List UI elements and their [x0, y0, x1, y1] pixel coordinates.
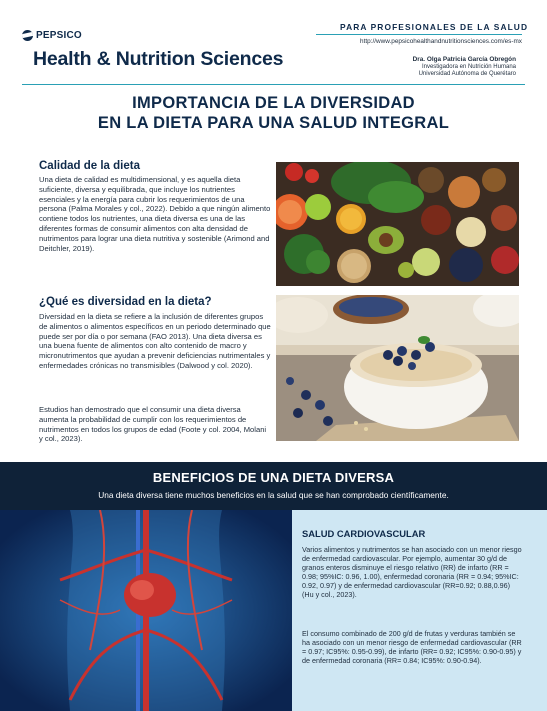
- audience-label: PARA PROFESIONALES DE LA SALUD: [340, 22, 529, 32]
- benefits-banner: [0, 462, 547, 510]
- brand-title: Health & Nutrition Sciences: [33, 48, 284, 70]
- pepsico-globe-icon: [22, 30, 33, 41]
- cardiovascular-heading: SALUD CARDIOVASCULAR: [302, 528, 426, 539]
- pepsico-logo: [22, 30, 82, 41]
- author-role: Investigadora en Nutrición Humana: [421, 64, 516, 70]
- logo-text: PEPSICO: [36, 30, 82, 41]
- oatmeal-photo: [276, 295, 519, 441]
- title-line-2: EN LA DIETA PARA UNA SALUD INTEGRAL: [97, 114, 450, 132]
- food-variety-illustration: [276, 162, 519, 286]
- quality-heading: Calidad de la dieta: [39, 160, 140, 172]
- author-institution: Universidad Autónoma de Querétaro: [418, 71, 516, 77]
- cardiovascular-panel: [292, 510, 547, 711]
- audience-divider: [316, 34, 522, 35]
- author-affiliation: [316, 64, 516, 78]
- oatmeal-illustration: [276, 295, 519, 441]
- header-divider: [22, 84, 525, 85]
- food-variety-photo: [276, 162, 519, 286]
- cardiovascular-illustration: [0, 510, 292, 711]
- diversity-body-2: Estudios han demostrado que el consumir una dieta diversa aumenta la probabilidad de cumplir con los requerimientos de nutrimentos en todos los grupos de edad (Foote y col. 2004, Molani y col., 2023).: [39, 405, 267, 444]
- cardiovascular-body-2: El consumo combinado de 200 g/d de frutas y verduras también se ha asociado con un menor riesgo de enfermedad cardiovascular (RR = 0.97; IC95%: 0.95-0.99), de infarto (RR= 0.92; IC95%: 0.90-0.95) y de enfermedad coronaria (RR= 0.84; IC95%: 0.90-0.94).: [302, 629, 522, 665]
- author-name: Dra. Olga Patricia García Obregón: [412, 56, 516, 63]
- circulatory-system-graphic: [0, 510, 292, 711]
- website-url[interactable]: http://www.pepsicohealthandnutritionsciences.com/es-mx: [360, 38, 522, 45]
- diversity-heading: ¿Qué es diversidad en la dieta?: [39, 296, 212, 308]
- cardiovascular-body: Varios alimentos y nutrimentos se han asociado con un menor riesgo de enfermedad cardiovascular. Por ejemplo, aumentar 30 g/d de granos enteros disminuye el riesgo relativo (RR) de infarto (RR = 0.98; 95%IC: 0.96, 1.00), enfermedad coronaria (RR = 0.94; 95%IC: 0.92, 0.97) y de enfermedad cardiovascular (RR=0.92; 0.88,0.96) (Hu y col., 2023).: [302, 545, 522, 599]
- quality-body: Una dieta de calidad es multidimensional, y es aquella dieta suficiente, diversa y equilibrada, que incluye los nutrientes esenciales y la energía para cubrir los requerimientos de una persona (Palma Morales y col., 2022). Debido a que ningún alimento contiene todos los nutrientes, una dieta diversa es una de las diferentes formas de consumir alimentos con alta densidad de nutrimentos para lograr una dieta nutritiva y sostenible (Arimond and Deitchler, 2019).: [39, 175, 271, 253]
- benefits-title: BENEFICIOS DE UNA DIETA DIVERSA: [152, 470, 395, 485]
- page-title: [0, 93, 547, 133]
- page-header: [0, 0, 547, 84]
- diversity-body: Diversidad en la dieta se refiere a la inclusión de diferentes grupos de alimentos o alimentos específicos en un periodo determinado que puede ser por día o por semana (FAO 2013). Una dieta diversa es una buena fuente de alimentos con alto contenido de macro y micronutrimentos que ayudan a prevenir deficiencias nutrimentales y enfermedades crónicas no transmisibles (Dalwood y col. 2020).: [39, 312, 271, 370]
- title-line-1: IMPORTANCIA DE LA DIVERSIDAD: [132, 94, 415, 112]
- benefits-subtitle: Una dieta diversa tiene muchos beneficios en la salud que se han comprobado científicamente.: [98, 490, 449, 500]
